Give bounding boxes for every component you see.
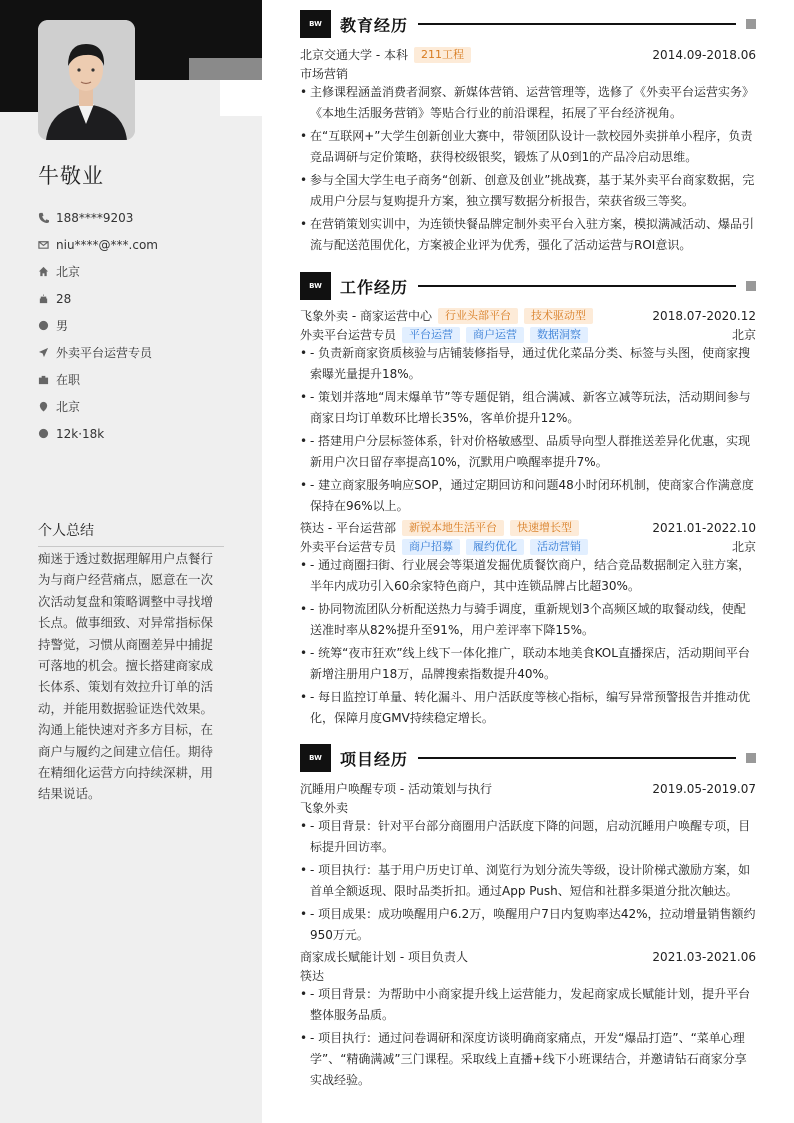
job-city: 北京 xyxy=(731,540,756,554)
section-title: 项目经历 xyxy=(340,749,409,769)
contact-info-row xyxy=(38,312,238,339)
job-role: 外卖平台运营专员 xyxy=(300,540,397,554)
location-pin-icon xyxy=(38,401,56,412)
role-tag: 商户运营 xyxy=(466,327,524,343)
project-org: 飞象外卖 xyxy=(300,801,349,815)
sidebar xyxy=(0,0,262,1123)
bullet-item: • 参与全国大学生电子商务“创新、创意及创业”挑战赛，基于某外卖平台商家数据，完成用户分层与复购提升方案，独立撰写数据分析报告，荣获省级三等奖。 xyxy=(300,170,756,212)
contact-info-row xyxy=(38,339,238,366)
company-tag: 快速增长型 xyxy=(510,520,579,536)
company-tag: 技术驱动型 xyxy=(524,308,593,324)
company-tag: 行业头部平台 xyxy=(438,308,518,324)
company-name: 筷达 - 平台运营部 xyxy=(300,521,396,535)
projects-section-header xyxy=(300,744,756,772)
section-square-icon xyxy=(746,19,756,29)
project-date: 2021.03-2021.06 xyxy=(652,949,756,964)
contact-info-row xyxy=(38,366,238,393)
job-entry-header xyxy=(300,306,756,344)
job-role: 外卖平台运营专员 xyxy=(300,328,397,342)
education-date: 2014.09-2018.06 xyxy=(652,47,756,62)
project-bullets xyxy=(300,816,756,948)
section-title: 教育经历 xyxy=(340,15,409,35)
role-tag: 活动营销 xyxy=(530,539,588,555)
section-square-icon xyxy=(746,281,756,291)
school-tag: 211工程 xyxy=(414,47,471,63)
work-section-header xyxy=(300,272,756,300)
contact-info-text: 在职 xyxy=(56,373,81,387)
gender-icon xyxy=(38,320,56,331)
job-city: 北京 xyxy=(731,328,756,342)
contact-info-row xyxy=(38,204,238,231)
header-block-strip xyxy=(135,58,189,80)
project-entry-header xyxy=(300,779,756,817)
contact-info-text: 28 xyxy=(56,291,72,306)
email-icon xyxy=(38,239,56,250)
section-square-icon xyxy=(746,753,756,763)
avatar xyxy=(38,20,135,140)
project-date: 2019.05-2019.07 xyxy=(652,781,756,796)
contact-info-text: 北京 xyxy=(56,265,81,279)
job-entry-header xyxy=(300,518,756,556)
role-tag: 履约优化 xyxy=(466,539,524,555)
cake-icon xyxy=(38,293,56,304)
bullet-item: • - 统筹“夜市狂欢”线上线下一体化推广，联动本地美食KOL直播探店，活动期间平台新增注册用户18万，品牌搜索指数提升40%。 xyxy=(300,643,756,685)
job-date: 2018.07-2020.12 xyxy=(652,308,756,323)
section-badge: BW xyxy=(300,10,331,38)
contact-info-text: 188****9203 xyxy=(56,210,134,225)
bullet-item: • - 搭建用户分层标签体系，针对价格敏感型、品质导向型人群推送差异化优惠，实现新用户次日留存率提高10%，沉默用户唤醒率提升7%。 xyxy=(300,431,756,473)
summary-text: 痴迷于透过数据理解用户点餐行为与商户经营痛点，愿意在一次次活动复盘和策略调整中寻找增长点。做事细致、对异常指标保持警觉，习惯从商圈差异中捕捉可落地的机会。擅长搭建商家成长体系、策划有效拉升订单的活动，并能用数据验证迭代效果。沟通上能快速对齐多方目标，在商户与履约之间建立信任。期待在精细化运营方向持续深耕，用结果说话。 xyxy=(38,551,214,802)
role-tag: 数据洞察 xyxy=(530,327,588,343)
section-badge: BW xyxy=(300,272,331,300)
project-name: 商家成长赋能计划 - 项目负责人 xyxy=(300,950,468,964)
section-divider xyxy=(418,757,736,759)
bullet-item: • - 协同物流团队分析配送热力与骑手调度，重新规划3个高频区域的取餐动线，使配送准时率从82%提升至91%，用户差评率下降15%。 xyxy=(300,599,756,641)
education-entry-header xyxy=(300,45,756,83)
contact-info-text: niu****@***.com xyxy=(56,237,158,252)
bullet-item: • - 项目成果：成功唤醒用户6.2万，唤醒用户7日内复购率达42%，拉动增量销售额约950万元。 xyxy=(300,904,756,946)
bullet-item: • - 通过商圈扫街、行业展会等渠道发掘优质餐饮商户，结合竞品数据制定入驻方案，半年内成功引入60余家特色商户，其中连锁品牌占比超30%。 xyxy=(300,555,756,597)
home-icon xyxy=(38,266,56,277)
header-block-left xyxy=(0,58,38,112)
candidate-name: 牛敬业 xyxy=(38,164,104,188)
education-bullets xyxy=(300,82,756,258)
bullet-item: • - 项目背景：针对平台部分商圈用户活跃度下降的问题，启动沉睡用户唤醒专项，目标提升回访率。 xyxy=(300,816,756,858)
paper-plane-icon xyxy=(38,347,56,358)
company-name: 飞象外卖 - 商家运营中心 xyxy=(300,309,432,323)
contact-info-text: 外卖平台运营专员 xyxy=(56,346,153,360)
summary-title: 个人总结 xyxy=(38,520,224,547)
role-tag: 商户招募 xyxy=(402,539,460,555)
bullet-item: • - 项目执行：基于用户历史订单、浏览行为划分流失等级，设计阶梯式激励方案，如首单全额返现、限时品类折扣。通过App Push、短信和社群多渠道分批次触达。 xyxy=(300,860,756,902)
bullet-item: • - 每日监控订单量、转化漏斗、用户活跃度等核心指标，编写异常预警报告并推动优化，保障月度GMV持续稳定增长。 xyxy=(300,687,756,729)
bullet-item: • - 项目执行：通过问卷调研和深度访谈明确商家痛点，开发“爆品打造”、“菜单心理学”、“精确满减”三门课程。采取线上直播+线下小班课结合，并邀请钻石商家分享实战经验。 xyxy=(300,1028,756,1091)
briefcase-icon xyxy=(38,374,56,385)
contact-info-row xyxy=(38,231,238,258)
bullet-item: • 在营销策划实训中，为连锁快餐品牌定制外卖平台入驻方案，模拟满减活动、爆品引流与配送范围优化，方案被企业评为优秀，强化了活动运营与ROI意识。 xyxy=(300,214,756,256)
bullet-item: • - 策划并落地“周末爆单节”等专题促销，组合满减、新客立减等玩法，活动期间参与商家日均订单数环比增长35%，客单价提升12%。 xyxy=(300,387,756,429)
contact-info-text: 12k·18k xyxy=(56,426,105,441)
contact-info-list xyxy=(38,204,238,447)
project-org: 筷达 xyxy=(300,969,325,983)
school-name: 北京交通大学 - 本科 xyxy=(300,48,408,62)
bullet-item: • 在“互联网+”大学生创新创业大赛中，带领团队设计一款校园外卖拼单小程序，负责竞品调研与定价策略，获得校级银奖，锻炼了从0到1的产品冷启动思维。 xyxy=(300,126,756,168)
contact-info-row xyxy=(38,258,238,285)
section-divider xyxy=(418,285,736,287)
major: 市场营销 xyxy=(300,67,349,81)
project-entry-header xyxy=(300,947,756,985)
education-section-header xyxy=(300,10,756,38)
role-tag: 平台运营 xyxy=(402,327,460,343)
contact-info-row xyxy=(38,393,238,420)
bullet-item: • 主修课程涵盖消费者洞察、新媒体营销、运营管理等，选修了《外卖平台运营实务》《本地生活服务营销》等贴合行业的前沿课程，拓展了平台经济视角。 xyxy=(300,82,756,124)
salary-icon xyxy=(38,428,56,439)
job-date: 2021.01-2022.10 xyxy=(652,520,756,535)
project-name: 沉睡用户唤醒专项 - 活动策划与执行 xyxy=(300,782,492,796)
job-bullets xyxy=(300,555,756,731)
contact-info-text: 北京 xyxy=(56,400,81,414)
bullet-item: • - 项目背景：为帮助中小商家提升线上运营能力，发起商家成长赋能计划，提升平台整体服务品质。 xyxy=(300,984,756,1026)
header-gray-strip xyxy=(189,58,262,80)
section-badge: BW xyxy=(300,744,331,772)
section-title: 工作经历 xyxy=(340,277,409,297)
contact-info-row xyxy=(38,420,238,447)
job-bullets xyxy=(300,343,756,519)
contact-info-row xyxy=(38,285,238,312)
section-divider xyxy=(418,23,736,25)
bullet-item: • - 建立商家服务响应SOP，通过定期回访和问题48小时闭环机制，使商家合作满意度保持在96%以上。 xyxy=(300,475,756,517)
phone-icon xyxy=(38,212,56,223)
bullet-item: • - 负责新商家资质核验与店铺装修指导，通过优化菜品分类、标签与头图，使商家搜索曝光量提升18%。 xyxy=(300,343,756,385)
header-white-notch xyxy=(220,80,262,116)
company-tag: 新锐本地生活平台 xyxy=(402,520,504,536)
contact-info-text: 男 xyxy=(56,319,69,333)
project-bullets xyxy=(300,984,756,1093)
